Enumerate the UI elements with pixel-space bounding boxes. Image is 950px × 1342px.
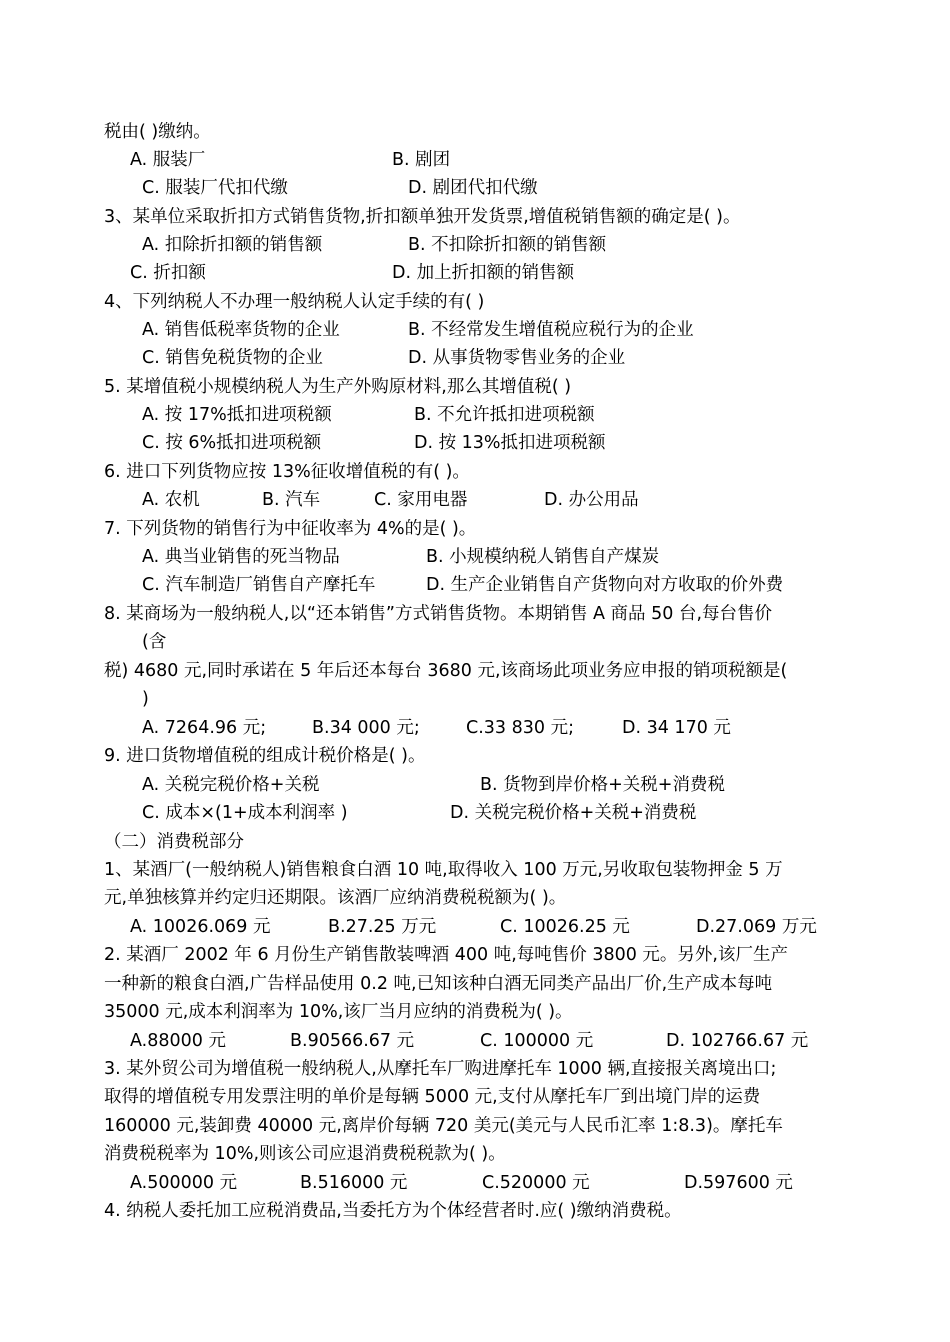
text-line: C. 100000 元	[480, 1031, 594, 1051]
text-line: D. 剧团代扣代缴	[408, 178, 538, 198]
text-line: C. 家用电器	[374, 490, 468, 510]
text-line: 3. 某外贸公司为增值税一般纳税人,从摩托车厂购进摩托车 1000 辆,直接报关离境出口;	[104, 1059, 777, 1079]
text-line: A. 按 17%抵扣进项税额	[142, 405, 332, 425]
text-line: 取得的增值税专用发票注明的单价是每辆 5000 元,支付从摩托车厂到出境门岸的运费	[104, 1087, 761, 1107]
text-line: A. 服装厂	[130, 150, 206, 170]
text-line: D.597600 元	[684, 1173, 793, 1193]
text-line: B.516000 元	[300, 1173, 408, 1193]
text-line: 税由( )缴纳。	[104, 122, 211, 142]
text-line: 6. 进口下列货物应按 13%征收增值税的有( )。	[104, 462, 470, 482]
text-line: D. 102766.67 元	[666, 1031, 809, 1051]
text-line: B. 货物到岸价格+关税+消费税	[480, 775, 725, 795]
text-line: (含	[142, 632, 167, 652]
text-line: C. 成本×(1+成本利润率 )	[142, 803, 348, 823]
text-line: C. 折扣额	[130, 263, 206, 283]
text-line: 元,单独核算并约定归还期限。该酒厂应纳消费税税额为( )。	[104, 888, 567, 908]
text-line: D. 生产企业销售自产货物向对方收取的价外费	[426, 575, 784, 595]
text-line: )	[142, 689, 149, 709]
text-line: D. 从事货物零售业务的企业	[408, 348, 626, 368]
text-line: B.90566.67 元	[290, 1031, 415, 1051]
text-line: 7. 下列货物的销售行为中征收率为 4%的是( )。	[104, 519, 477, 539]
text-line: 5. 某增值税小规模纳税人为生产外购原材料,那么其增值税( )	[104, 377, 572, 397]
text-line: 4. 纳税人委托加工应税消费品,当委托方为个体经营者时.应( )缴纳消费税。	[104, 1201, 682, 1221]
text-line: 消费税税率为 10%,则该公司应退消费税税款为( )。	[104, 1144, 506, 1164]
text-line: D. 关税完税价格+关税+消费税	[450, 803, 697, 823]
text-line: C. 按 6%抵扣进项税额	[142, 433, 322, 453]
text-line: B. 汽车	[262, 490, 321, 510]
text-line: 35000 元,成本利润率为 10%,该厂当月应纳的消费税为( )。	[104, 1002, 573, 1022]
text-line: D. 按 13%抵扣进项税额	[414, 433, 606, 453]
text-line: A. 农机	[142, 490, 200, 510]
text-line: （二）消费税部分	[104, 832, 244, 852]
text-line: C. 汽车制造厂销售自产摩托车	[142, 575, 376, 595]
text-line: D.27.069 万元	[696, 917, 817, 937]
text-line: A. 扣除折扣额的销售额	[142, 235, 323, 255]
text-line: D. 加上折扣额的销售额	[392, 263, 575, 283]
text-line: A. 关税完税价格+关税	[142, 775, 320, 795]
text-line: B.27.25 万元	[328, 917, 437, 937]
text-line: C.520000 元	[482, 1173, 590, 1193]
text-line: B.34 000 元;	[312, 718, 420, 738]
text-line: 2. 某酒厂 2002 年 6 月份生产销售散装啤酒 400 吨,每吨售价 3800 元。另外,该厂生产	[104, 945, 788, 965]
text-line: B. 不经常发生增值税应税行为的企业	[408, 320, 694, 340]
text-line: 160000 元,装卸费 40000 元,离岸价每辆 720 美元(美元与人民币汇率 1:8.3)。摩托车	[104, 1116, 783, 1136]
text-line: C. 10026.25 元	[500, 917, 630, 937]
text-line: C. 服装厂代扣代缴	[142, 178, 288, 198]
text-line: 8. 某商场为一般纳税人,以“还本销售”方式销售货物。本期销售 A 商品 50 台,每台售价	[104, 604, 773, 624]
text-line: B. 不扣除折扣额的销售额	[408, 235, 607, 255]
text-line: 3、某单位采取折扣方式销售货物,折扣额单独开发货票,增值税销售额的确定是( )。	[104, 207, 741, 227]
text-line: 税) 4680 元,同时承诺在 5 年后还本每台 3680 元,该商场此项业务应申报的销项税额是(	[104, 661, 788, 681]
text-line: A. 销售低税率货物的企业	[142, 320, 340, 340]
text-line: C. 销售免税货物的企业	[142, 348, 323, 368]
text-line: C.33 830 元;	[466, 718, 574, 738]
text-line: 一种新的粮食白酒,广告样品使用 0.2 吨,已知该种白酒无同类产品出厂价,生产成本每吨	[104, 974, 773, 994]
text-line: B. 剧团	[392, 150, 451, 170]
text-line: 1、某酒厂(一般纳税人)销售粮食白酒 10 吨,取得收入 100 万元,另收取包装物押金 5 万	[104, 860, 783, 880]
text-line: D. 办公用品	[544, 490, 639, 510]
text-line: A.500000 元	[130, 1173, 238, 1193]
text-line: A. 7264.96 元;	[142, 718, 267, 738]
text-line: A. 典当业销售的死当物品	[142, 547, 340, 567]
text-line: D. 34 170 元	[622, 718, 731, 738]
text-line: A.88000 元	[130, 1031, 226, 1051]
text-line: B. 小规模纳税人销售自产煤炭	[426, 547, 660, 567]
text-line: 4、下列纳税人不办理一般纳税人认定手续的有( )	[104, 292, 485, 312]
text-line: A. 10026.069 元	[130, 917, 271, 937]
text-line: 9. 进口货物增值税的组成计税价格是( )。	[104, 746, 426, 766]
text-line: B. 不允许抵扣进项税额	[414, 405, 595, 425]
